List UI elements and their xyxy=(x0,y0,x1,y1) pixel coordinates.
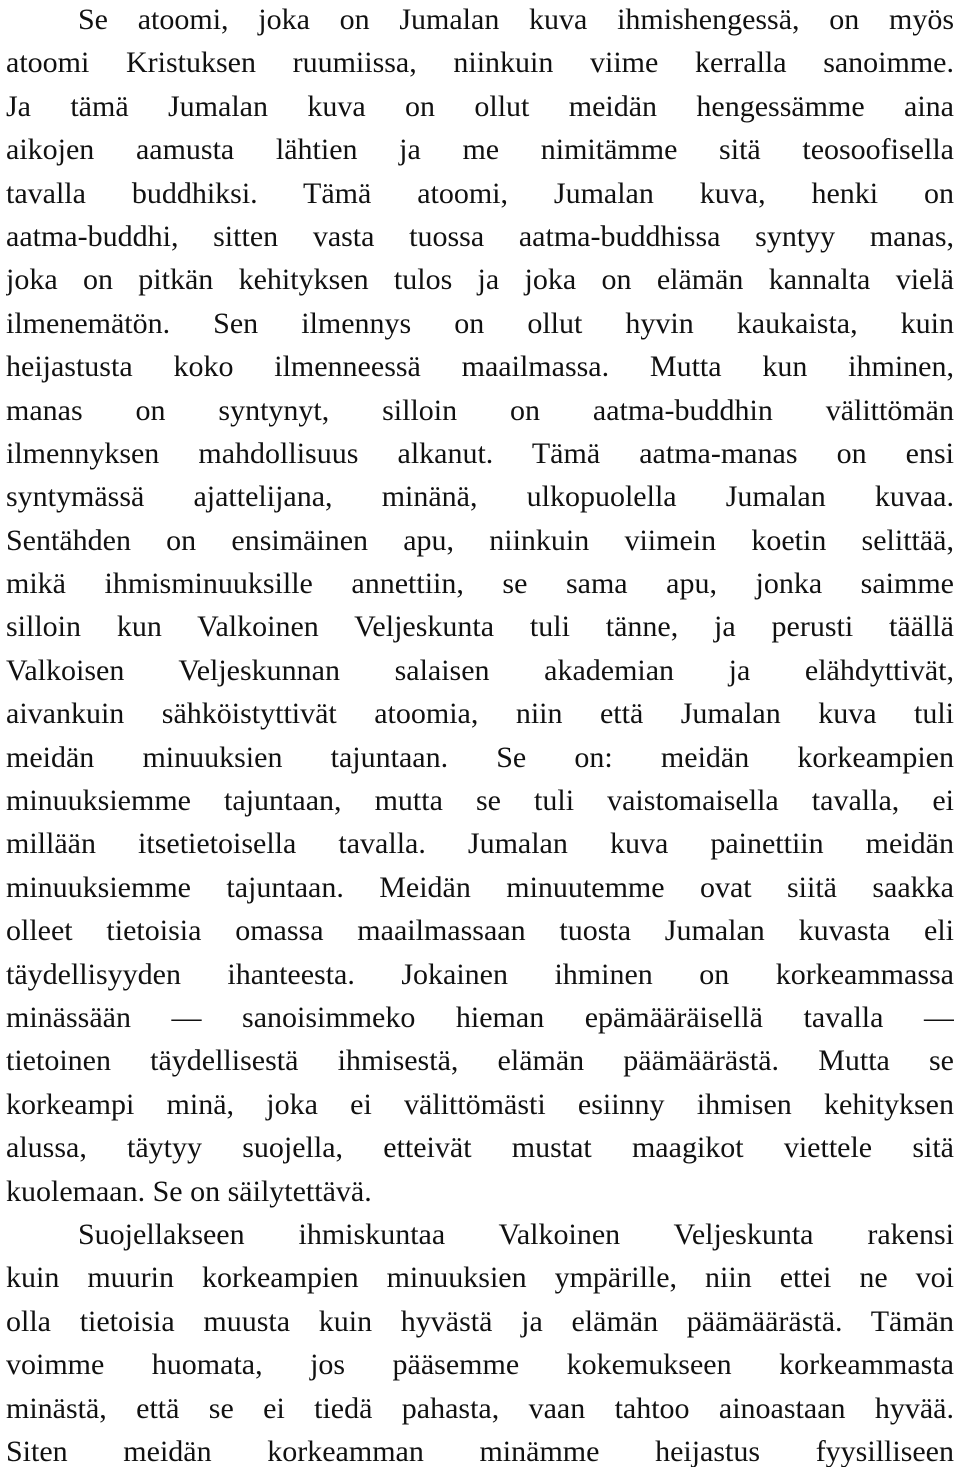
text-line: aikojen aamusta lähtien ja me nimitämme sitä teosoofisella xyxy=(6,133,954,167)
text-line: kuolemaan. Se on säilytettävä. xyxy=(6,1174,372,1208)
text-line: Ja tämä Jumalan kuva on ollut meidän hengessämme aina xyxy=(6,89,954,123)
paragraph-1 xyxy=(6,0,954,1213)
text-line: Suojellakseen ihmiskuntaa Valkoinen Veljeskunta rakensi xyxy=(78,1217,954,1251)
text-line: Se atoomi, joka on Jumalan kuva ihmishengessä, on myös xyxy=(78,3,954,36)
text-line: ilmenemätön. Sen ilmennys on ollut hyvin kaukaista, kuin xyxy=(6,306,954,340)
text-line: minuuksiemme tajuntaan. Meidän minuutemme ovat siitä saakka xyxy=(6,870,954,904)
text-line: heijastusta koko ilmenneessä maailmassa. Mutta kun ihminen, xyxy=(6,350,954,384)
text-line: minuuksiemme tajuntaan, mutta se tuli vaistomaisella tavalla, ei xyxy=(6,784,954,818)
text-line: olla tietoisia muusta kuin hyvästä ja elämän päämäärästä. Tämän xyxy=(6,1304,954,1338)
text-line: aivankuin sähköistyttivät atoomia, niin että Jumalan kuva tuli xyxy=(6,697,954,731)
text-line: tavalla buddhiksi. Tämä atoomi, Jumalan kuva, henki on xyxy=(6,176,954,210)
text-line: joka on pitkän kehityksen tulos ja joka on elämän kannalta vielä xyxy=(6,263,954,297)
text-line: aatma-buddhi, sitten vasta tuossa aatma-buddhissa syntyy manas, xyxy=(6,219,954,253)
text-line: minästä, että se ei tiedä pahasta, vaan tahtoo ainoastaan hyvää. xyxy=(6,1391,954,1425)
text-line: Valkoisen Veljeskunnan salaisen akademian ja elähdyttivät, xyxy=(6,653,954,687)
text-line: alussa, täytyy suojella, etteivät mustat maagikot viettele sitä xyxy=(6,1131,954,1165)
text-line: Sentähden on ensimäinen apu, niinkuin viimein koetin selittää, xyxy=(6,523,954,557)
text-line: manas on syntynyt, silloin on aatma-buddhin välittömän xyxy=(6,393,954,427)
text-line: syntymässä ajattelijana, minänä, ulkopuolella Jumalan kuvaa. xyxy=(6,480,954,514)
text-line: minässään — sanoisimmeko hieman epämääräisellä tavalla — xyxy=(6,1000,954,1034)
text-line: millään itsetietoisella tavalla. Jumalan kuva painettiin meidän xyxy=(6,827,954,861)
text-line: ilmennyksen mahdollisuus alkanut. Tämä aatma-manas on ensi xyxy=(6,436,954,470)
paragraph-2 xyxy=(6,1213,954,1467)
text-line: mikä ihmisminuuksille annettiin, se sama apu, jonka saimme xyxy=(6,567,954,601)
text-line: olleet tietoisia omassa maailmassaan tuosta Jumalan kuvasta eli xyxy=(6,914,954,948)
text-line: silloin kun Valkoinen Veljeskunta tuli tänne, ja perusti täällä xyxy=(6,610,954,644)
text-line: voimme huomata, jos pääsemme kokemukseen korkeammasta xyxy=(6,1348,954,1382)
text-line: kuin muurin korkeampien minuuksien ympärille, niin ettei ne voi xyxy=(6,1261,954,1295)
text-line: täydellisyyden ihanteesta. Jokainen ihminen on korkeammassa xyxy=(6,957,954,991)
text-line: atoomi Kristuksen ruumiissa, niinkuin viime kerralla sanoimme. xyxy=(6,46,954,80)
text-line: meidän minuuksien tajuntaan. Se on: meidän korkeampien xyxy=(6,740,954,774)
text-line: Siten meidän korkeamman minämme heijastus fyysilliseen xyxy=(6,1434,954,1467)
text-line: tietoinen täydellisestä ihmisestä, elämän päämäärästä. Mutta se xyxy=(6,1044,954,1078)
text-line: korkeampi minä, joka ei välittömästi esiinny ihmisen kehityksen xyxy=(6,1087,954,1121)
